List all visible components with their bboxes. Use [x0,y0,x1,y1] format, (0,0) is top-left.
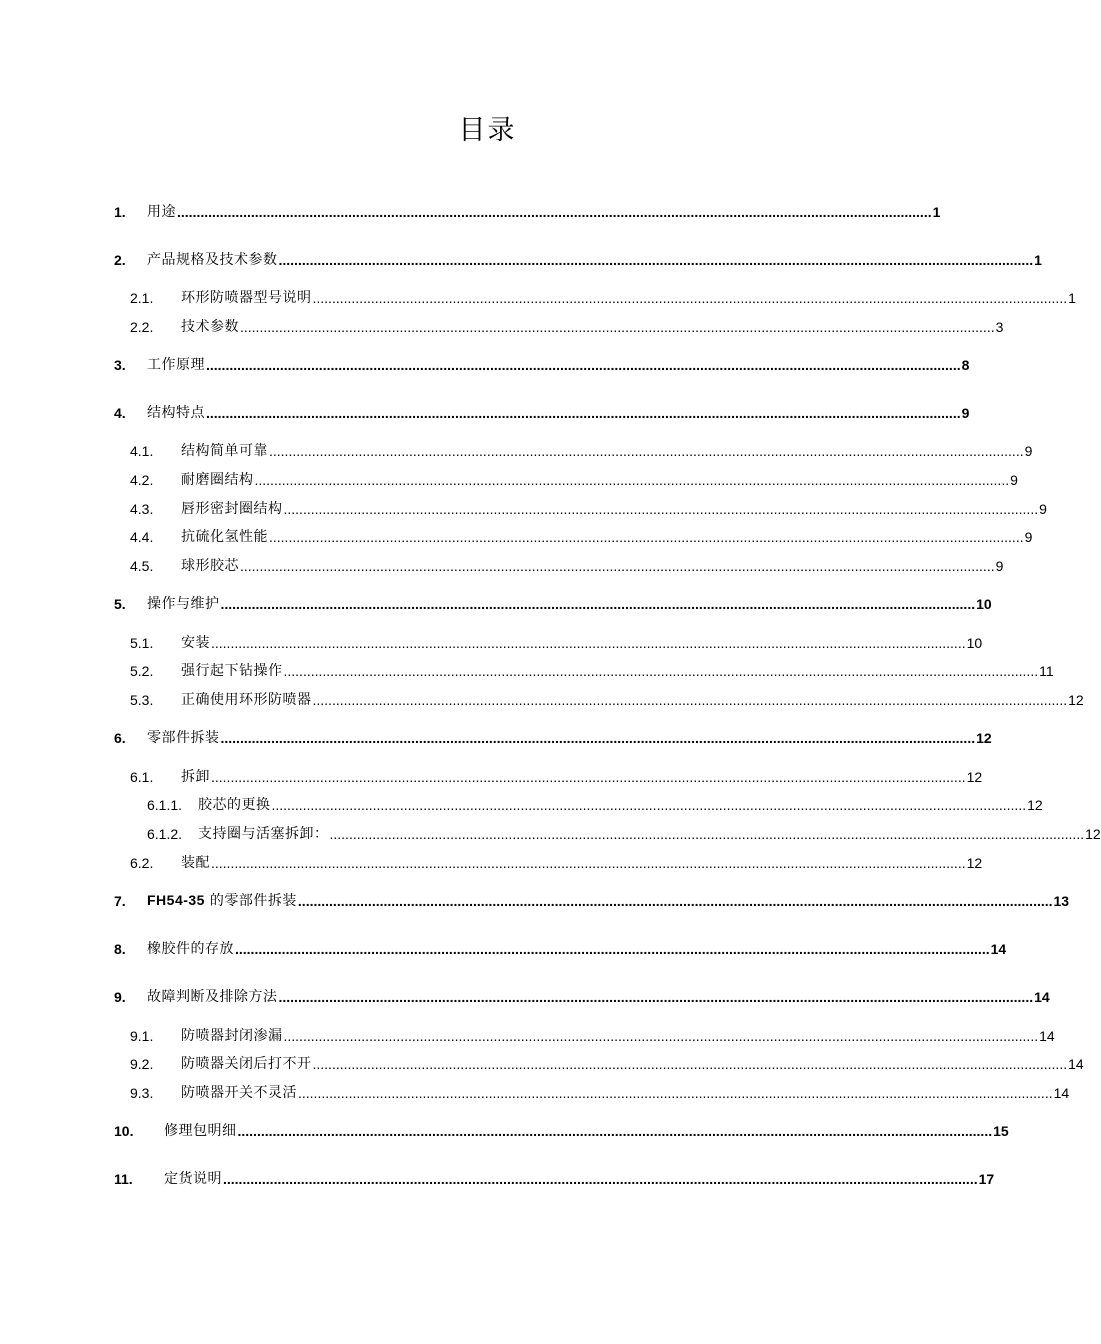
toc-leader: .................................................................................................................................................................................................. [283,663,1039,679]
toc-number: 5. [114,596,126,612]
toc-leader: .................................................................................................................................................................................................. [329,826,1085,842]
toc-leader: .................................................................................................................................................................................................. [283,501,1039,517]
toc-leader: .................................................................................................................................................................................................. [237,1123,993,1139]
toc-entry[interactable] [114,727,992,747]
toc-title: 支持圈与活塞拆卸： [198,826,329,842]
toc-title: 球形胶芯 [181,558,239,574]
toc-entry[interactable] [114,823,1101,843]
toc-page-number: 10 [966,635,983,651]
toc-leader: .................................................................................................................................................................................................. [271,797,1027,813]
toc-leader: .................................................................................................................................................................................................. [211,769,966,785]
toc-entry[interactable] [114,794,1043,814]
toc-page-number: 14 [1039,1028,1055,1044]
toc-leader: .................................................................................................................................................................................................. [177,204,932,220]
toc-title: 防喷器开关不灵活 [181,1085,297,1101]
toc-number: 9.2. [130,1056,154,1072]
toc-number: 4. [114,405,126,421]
toc-entry[interactable] [114,201,941,221]
toc-title: 强行起下钻操作 [181,663,283,679]
toc-title: 拆卸 [181,769,210,785]
toc-leader: .................................................................................................................................................................................................. [269,443,1024,459]
toc-page-number: 12 [966,855,983,871]
toc-page-number: 8 [961,357,970,373]
toc-entry[interactable] [114,402,970,422]
toc-title: 产品规格及技术参数 [147,252,278,268]
toc-number: 4.4. [130,529,154,545]
toc-title: 结构特点 [147,405,205,421]
toc-page-number: 15 [993,1123,1009,1139]
toc-leader: .................................................................................................................................................................................................. [240,319,995,335]
toc-page-number: 1 [1034,252,1042,268]
toc-page-number: 9 [1024,529,1033,545]
toc-number: 4.5. [130,558,154,574]
toc-title: 结构简单可靠 [181,443,268,459]
toc-number: 11. [114,1171,133,1187]
toc-title: 修理包明细 [164,1123,237,1139]
toc-number: 2.2. [130,319,154,335]
toc-title: 技术参数 [181,319,239,335]
toc-number: 10. [114,1123,134,1139]
toc-leader: .................................................................................................................................................................................................. [211,635,966,651]
toc-title: 防喷器封闭渗漏 [181,1028,283,1044]
toc-page-number: 1 [1068,290,1076,306]
toc-number: 6.1. [130,769,154,785]
toc-entry[interactable] [114,593,992,613]
toc-leader: .................................................................................................................................................................................................. [240,558,995,574]
toc-title: 安装 [181,635,210,651]
toc-leader: .................................................................................................................................................................................................. [298,1085,1053,1101]
toc-title: 工作原理 [147,357,205,373]
toc-page-number: 14 [1053,1085,1070,1101]
toc-leader: .................................................................................................................................................................................................. [278,989,1034,1005]
toc-title: 防喷器关闭后打不开 [181,1056,312,1072]
toc-number: 6.1.2. [147,826,183,842]
toc-title: 用途 [147,204,176,220]
toc-entry[interactable] [114,440,1033,460]
toc-page-number: 14 [1068,1056,1084,1072]
toc-entry[interactable] [114,938,1007,958]
toc-leader: .................................................................................................................................................................................................. [283,1028,1039,1044]
toc-page-number: 9 [1024,443,1033,459]
toc-number: 6.2. [130,855,154,871]
toc-number: 5.2. [130,663,154,679]
page-title: 目录 [458,115,517,146]
toc-page-number: 9 [961,405,970,421]
toc-title-suffix: 的零部件拆装 [204,893,297,909]
toc-number: 2. [114,252,126,268]
toc-title: 胶芯的更换 [198,797,271,813]
toc-page-number: 1 [932,204,941,220]
toc-number: 1. [114,204,126,220]
toc-leader: .................................................................................................................................................................................................. [220,730,976,746]
toc-title: 零部件拆装 [147,730,220,746]
toc-leader: .................................................................................................................................................................................................. [235,941,990,957]
toc-entry[interactable] [114,766,983,786]
toc-entry[interactable] [114,632,983,652]
toc-entry[interactable] [114,469,1018,489]
toc-entry[interactable] [114,498,1047,518]
toc-number: 4.3. [130,501,154,517]
toc-entry[interactable] [114,660,1054,680]
toc-number: 3. [114,357,126,373]
toc-entry[interactable] [114,689,1084,709]
toc-page-number: 17 [978,1171,995,1187]
toc-title: 定货说明 [164,1171,222,1187]
toc-entry[interactable] [114,1120,1009,1140]
toc-title: 装配 [181,855,210,871]
toc-number: 9.1. [130,1028,154,1044]
toc-number: 7. [114,893,126,909]
toc-title-model: FH54-35 [147,892,205,908]
toc-entry[interactable] [114,354,970,374]
toc-page-number: 10 [976,596,992,612]
toc-entry[interactable] [114,986,1050,1006]
toc-page-number: 9 [1039,501,1047,517]
toc-page-number: 11 [1039,663,1054,679]
toc-number: 8. [114,941,126,957]
toc-page-number: 13 [1053,893,1070,909]
toc-leader: .................................................................................................................................................................................................. [220,596,976,612]
toc-leader: .................................................................................................................................................................................................. [254,472,1010,488]
toc-page-number: 3 [995,319,1004,335]
toc-number: 2.1. [130,290,154,306]
toc-leader: .................................................................................................................................................................................................. [312,1056,1068,1072]
toc-leader: .................................................................................................................................................................................................. [206,405,961,421]
toc-leader: .................................................................................................................................................................................................. [223,1171,978,1187]
toc-entry[interactable] [114,890,1070,910]
toc-entry[interactable] [114,1025,1055,1045]
toc-title: 环形防喷器型号说明 [181,290,312,306]
toc-leader: .................................................................................................................................................................................................. [297,893,1053,909]
toc-title: 耐磨圈结构 [181,472,254,488]
toc-entry[interactable] [114,526,1033,546]
toc-title: 正确使用环形防喷器 [181,692,312,708]
toc-entry[interactable] [114,852,983,872]
toc-entry[interactable] [114,1082,1070,1102]
toc-page-number: 9 [1010,472,1018,488]
toc-page-number: 12 [966,769,983,785]
toc-leader: .................................................................................................................................................................................................. [312,692,1068,708]
toc-page-number: 12 [1068,692,1084,708]
toc-page-number: 12 [1085,826,1101,842]
toc-page-number: 12 [1027,797,1043,813]
toc-leader: .................................................................................................................................................................................................. [206,357,961,373]
toc-page-number: 12 [976,730,992,746]
toc-entry[interactable] [114,1053,1084,1073]
toc-page-number: 14 [1034,989,1050,1005]
toc-number: 9.3. [130,1085,154,1101]
toc-number: 5.3. [130,692,154,708]
toc-title: 操作与维护 [147,596,220,612]
toc-number: 5.1. [130,635,154,651]
toc-entry[interactable] [114,287,1076,307]
toc-leader: .................................................................................................................................................................................................. [278,252,1034,268]
toc-number: 6.1.1. [147,797,183,813]
toc-leader: .................................................................................................................................................................................................. [211,855,966,871]
toc-title: 唇形密封圈结构 [181,501,283,517]
toc-entry[interactable] [114,316,1004,336]
toc-leader: .................................................................................................................................................................................................. [312,290,1068,306]
toc-number: 4.2. [130,472,154,488]
toc-title: 抗硫化氢性能 [181,529,268,545]
toc-page-number: 9 [995,558,1004,574]
toc-title: 故障判断及排除方法 [147,989,278,1005]
toc-entry[interactable] [114,249,1042,269]
toc-number: 6. [114,730,126,746]
toc-entry[interactable] [114,1168,995,1188]
toc-title [147,891,297,910]
toc-leader: .................................................................................................................................................................................................. [269,529,1024,545]
toc-entry[interactable] [114,555,1004,575]
toc-number: 9. [114,989,126,1005]
toc-number: 4.1. [130,443,154,459]
toc-page-number: 14 [990,941,1007,957]
toc-title: 橡胶件的存放 [147,941,234,957]
